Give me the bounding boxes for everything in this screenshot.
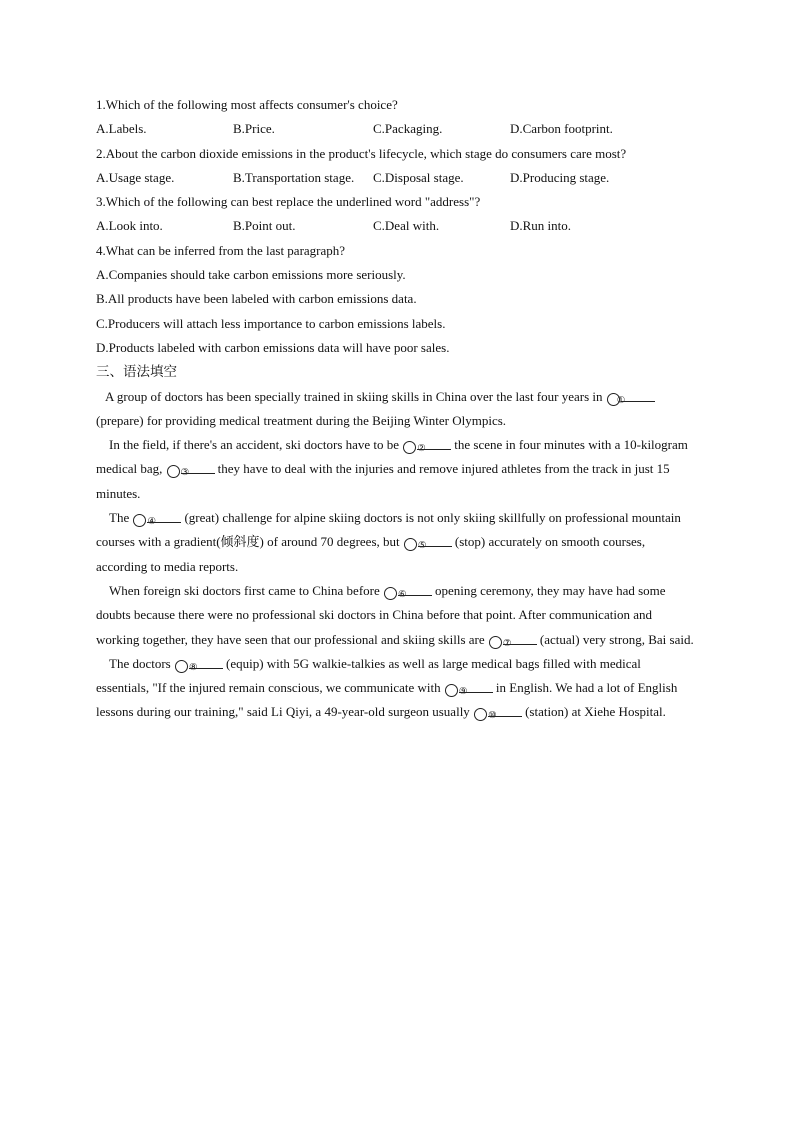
option-row [96,214,696,238]
option-c: C.Packaging. [373,121,443,137]
question-stem: 4.What can be inferred from the last paragraph? [96,242,346,258]
blank-number-marker: ⑤ [404,538,417,551]
answer-blank[interactable] [503,632,537,645]
paragraph-text: (prepare) for providing medical treatment during the Beijing Winter Olympics. [96,412,507,428]
answer-blank[interactable] [459,680,493,693]
option-a: A.Companies should take carbon emissions more seriously. [96,267,406,283]
answer-blank[interactable] [147,510,181,523]
option-d: D.Producing stage. [510,169,610,185]
blank-number-marker: ⑨ [445,684,458,697]
passage-paragraph-5 [96,652,696,725]
paragraph-text: The doctors [109,655,171,671]
option-row [96,117,696,141]
answer-blank[interactable] [398,583,432,596]
answer-blank[interactable] [181,461,215,474]
option-b: B.Point out. [233,218,296,234]
option-b: B.Transportation stage. [233,169,355,185]
passage-paragraph-3 [96,506,696,579]
option-d: D.Run into. [510,218,572,234]
passage-paragraph-2 [96,433,696,506]
paragraph-text: (station) at Xiehe Hospital. [525,704,666,720]
answer-blank[interactable] [417,437,451,450]
question-stem: 2.About the carbon dioxide emissions in the product's lifecycle, which stage do consumers care most? [96,145,627,161]
option-c: C.Deal with. [373,218,440,234]
paragraph-text: the scene in four minutes with a 10-kilogram medical bag, [96,437,688,477]
answer-blank[interactable] [488,704,522,717]
option-b: B.All products have been labeled with carbon emissions data. [96,291,417,307]
option-c: C.Producers will attach less importance to carbon emissions labels. [96,315,446,331]
paragraph-text: in English. We had a lot of English lessons during our training," said Li Qiyi, a 49-year-old surgeon usually [96,680,678,720]
option-row [96,166,696,190]
paragraph-text: The [109,510,130,526]
blank-number-marker: ⑦ [489,636,502,649]
document-page [96,93,696,725]
paragraph-text: (equip) with 5G walkie-talkies as well as large medical bags filled with medical essentials, "If the injured remain conscious, we communicate with [96,655,641,696]
question-2 [96,142,696,191]
section-title: 三、语法填空 [96,364,177,381]
question-3 [96,190,696,239]
blank-number-marker: ④ [133,514,146,527]
question-stem: 3.Which of the following can best replace the underlined word "address"? [96,194,481,210]
blank-number-marker: ① [607,393,620,406]
option-b: B.Price. [233,121,275,137]
paragraph-text: A group of doctors has been specially trained in skiing skills in China over the last four years in [105,388,603,404]
option-d: D.Carbon footprint. [510,121,613,137]
passage-paragraph-1 [96,385,696,434]
option-c: C.Disposal stage. [373,169,464,185]
blank-number-marker: ⑧ [175,660,188,673]
paragraph-text: When foreign ski doctors first came to China before [109,582,380,598]
question-4 [96,239,696,360]
passage-paragraph-4 [96,579,696,652]
paragraph-text: (great) challenge for alpine skiing doctors is not only skiing skillfully on professional mountain courses with a gradient(倾斜度) of around 70 degrees, but [96,510,681,550]
paragraph-text: they have to deal with the injuries and remove injured athletes from the track in just 15 minutes. [96,461,670,501]
paragraph-text: In the field, if there's an accident, ski doctors have to be [109,437,400,453]
option-a: A.Look into. [96,218,163,234]
paragraph-text: (stop) accurately on smooth courses, according to media reports. [96,534,646,574]
option-a: A.Labels. [96,121,147,137]
answer-blank[interactable] [418,534,452,547]
option-d: D.Products labeled with carbon emissions data will have poor sales. [96,339,450,355]
paragraph-text: (actual) very strong, Bai said. [539,631,694,647]
answer-blank[interactable] [621,389,655,402]
question-1 [96,93,696,142]
answer-blank[interactable] [189,656,223,669]
blank-number-marker: ③ [167,465,180,478]
paragraph-text: opening ceremony, they may have had some doubts because there were no professional ski doctors in China before that point. After communication and working together, they have seen that our professional and skiing skills are [96,582,666,647]
option-a: A.Usage stage. [96,169,175,185]
blank-number-marker: ⑥ [384,587,397,600]
blank-number-marker: ⑩ [474,708,487,721]
blank-number-marker: ② [403,441,416,454]
question-stem: 1.Which of the following most affects consumer's choice? [96,97,398,112]
